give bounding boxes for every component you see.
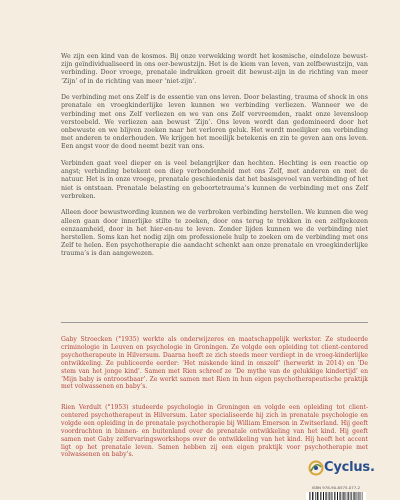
isbn-label: ISBN 978-90-8575-077-2 — [311, 485, 361, 490]
publisher-logo-text: Cyclus. — [324, 460, 375, 475]
blurb-paragraph-4: Alleen door bewustwording kunnen we de verbroken verbinding herstellen. We kunnen die weg alleen gaan door innerlijke stilte te zoeken, door ons terug te trekken in een zelfgekozen eenzaamheid, door in het hier-en-nu te leven. Zonder lijden kunnen we de verbinding niet herstellen. Soms kan het nodig zijn om professionele hulp te zoeken om de verbinding met ons Zelf te helen. Een psychotherapie die aandacht schenkt aan onze prenatale en vroegkinderlijke trauma’s is dan aangewezen. — [61, 209, 368, 258]
publisher-logo — [308, 459, 375, 479]
author-name-rien: Rien Verdult — [61, 404, 102, 411]
author-bio-text-gaby: (°1935) werkte als onderwijzeres en maatschappelijk werkster. Ze studeerde criminologie in Leuven en psychologie in Groningen. Ze volgde een opleiding tot client-centered psychotherapeute in Hilversum. Daarna heeft ze zich steeds meer verdiept in de vroeg-kinderlijke ontwikkeling. Ze publiceerde eerder: ‘Het miskende kind in onszelf’ (herwerkt in 2014) en ‘De stem van het jonge kind’. Samen met Rien schreef ze ‘De mythe van de gelukkige kindertijd’ en ‘Mijn baby is ontroostbaar’. Ze werkt samen met Rien in hun eigen psychotherapeutische praktijk met volwassenen en baby’s. — [61, 336, 369, 391]
blurb-paragraph-2: De verbinding met ons Zelf is de essentie van ons leven. Door belasting, trauma of shock in ons prenatale en vroegkinderlijke leven kunnen we verbinding verliezen. Wanneer we de verbinding met ons Zelf verliezen en we van ons Zelf vervreemden, raakt onze levensloop verstoebeld. We verliezen aan bewust ‘Zijn’. Ons leven wordt dan gedomineerd door het onbewuste en we blijven zoeken naar het verloren geluk. Het wordt moeilijker om verbinding met anderen te onderhouden. We krijgen het moeilijk betekenis en zin te geven aan ons leven. Een angst voor de dood neemt bezit van ons. — [61, 94, 368, 151]
cyclus-swirl-icon — [308, 459, 324, 477]
author-bio-rien — [61, 404, 368, 459]
section-divider — [61, 322, 368, 323]
blurb-paragraph-3: Verbinden gaat veel dieper en is veel belangrijker dan hechten. Hechting is een reactie op angst; verbinding betekent een diep verbondenheid met ons Zelf, met anderen en met de natuur. Het is in onze vroege, prenatale geschiedenis dat het basisgevoel van verbinding of het niet is ontstaan. Prenatale belasting en geboortetrauma’s kunnen de verbinding met ons Zelf verbreken. — [61, 160, 368, 200]
author-bio-text-rien: (°1953) studeerde psychologie in Groningen en volgde een opleiding tot client-centered psychotherapeut in Hilversum. Later specialiseerde hij zich in prenatale psychologie en volgde een opleiding in de prenatale psychotherapie bij William Emerson in Zwitserland. Hij geeft voordrachten in binnen- en buitenland over de prenatale ontwikkeling van het kind. Hij geeft samen met Gaby zelfervaringsworkshops over de ontwikkeling van het kind. Hij heeft het accent ligt op het prenatale leven. Samen hebben zij een eigen praktijk voor psychotherapie met volwassenen en baby’s. — [61, 404, 369, 459]
author-bio-gaby — [61, 336, 368, 391]
author-name-gaby: Gaby Stroecken — [61, 336, 112, 343]
blurb-paragraph-1: We zijn een kind van de kosmos. Bij onze verwekking wordt het kosmische, eindeloze bewust-zijn geïndividualiseerd in ons oer-bewustzijn. Het is de kiem van leven, van zelfbewustzijn, van verbinding. Door vroege, prenatale indrukken groeit dit bewust-zijn in de richting van meer ‘Zijn’ of in de richting van meer ‘niet-zijn’. — [61, 53, 368, 85]
blurb — [61, 53, 368, 267]
